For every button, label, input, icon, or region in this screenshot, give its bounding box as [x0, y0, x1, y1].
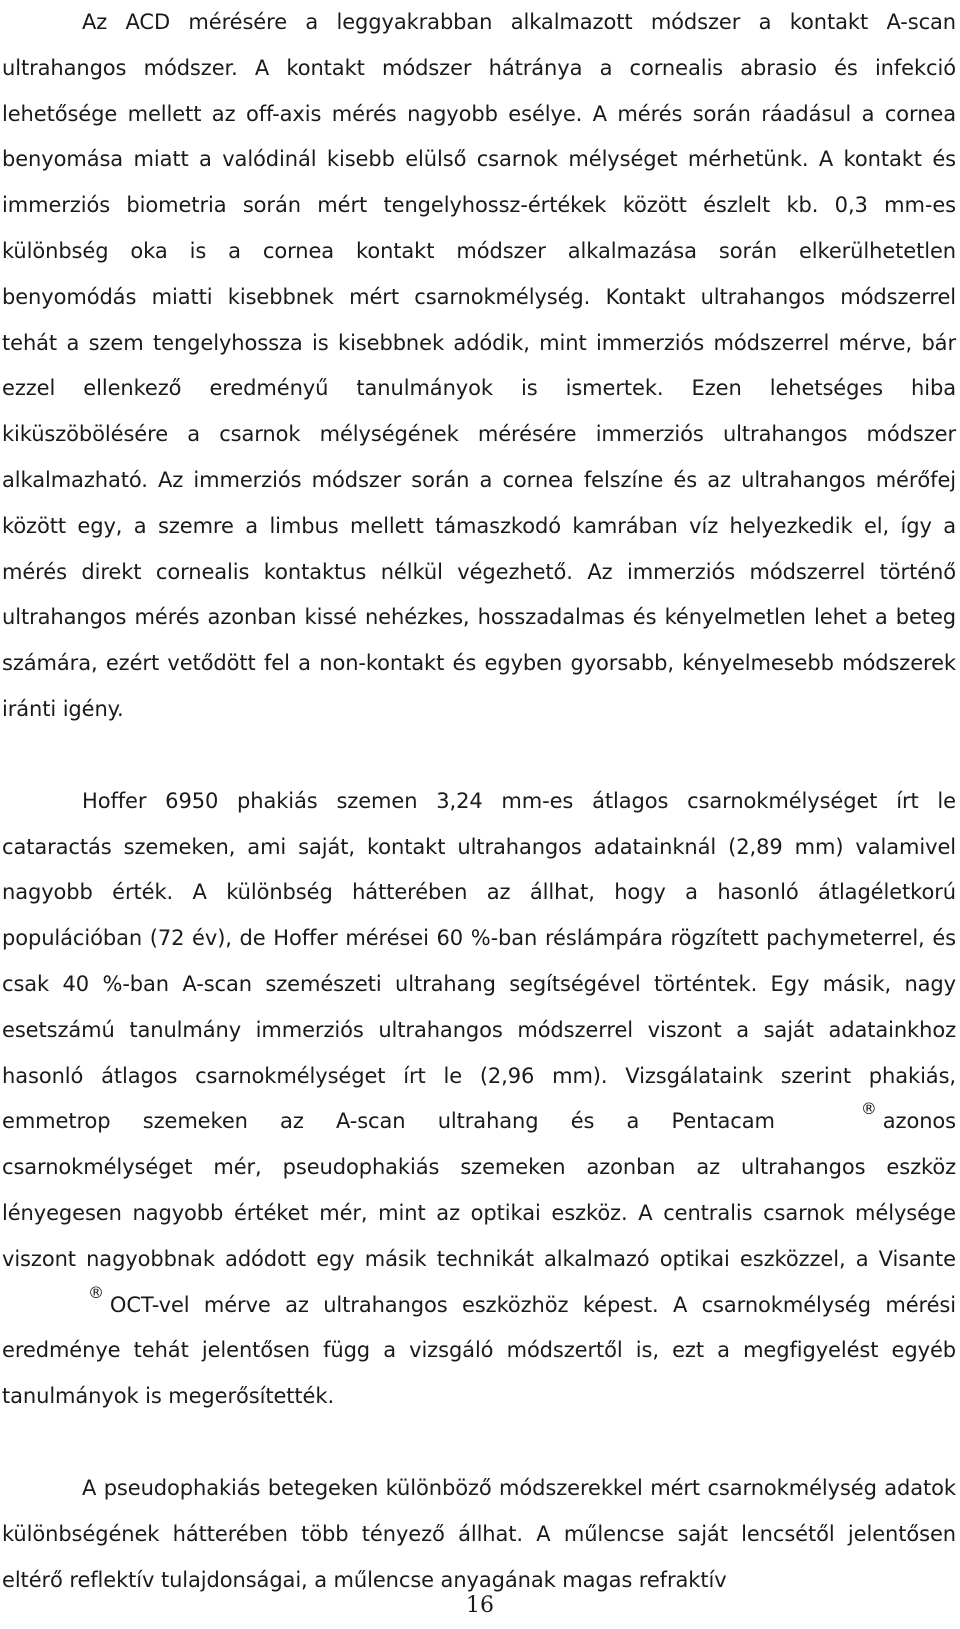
paragraph-2-text-part-3: OCT-vel mérve az ultrahangos eszközhöz képest. A csarnokmélység mérési eredménye tehát jelentősen függ a vizsgáló módszertől is, ezt a megfigyelést egyéb tanulmányok is megerősítették.	[2, 1292, 956, 1409]
paragraph-2-text-part-1: Hoffer 6950 phakiás szemen 3,24 mm-es átlagos csarnokmélységet írt le cataractás szemeken, ami saját, kontakt ultrahangos adatainknál (2,89 mm) valamivel nagyobb érték. A különbség hátterében az állhat, hogy a hasonló átlagéletkorú populációban (72 év), de Hoffer mérései 60 %-ban réslámpára rögzített pachymeterrel, és csak 40 %-ban A-scan szemészeti ultrahang segítségével történtek. Egy másik, nagy esetszámú tanulmány immerziós ultrahangos módszerrel viszont a saját adatainkhoz hasonló átlagos csarnokmélységet írt le (2,96 mm). Vizsgálataink szerint phakiás, emmetrop szemeken az A-scan ultrahang és a Pentacam	[2, 788, 956, 1134]
paragraph	[2, 779, 956, 1420]
paragraph-2-text-part-2: azonos csarnokmélységet mér, pseudophakiás szemeken azonban az ultrahangos eszköz lényegesen nagyobb értéket mér, mint az optikai eszköz. A centralis csarnok mélysége viszont nagyobbnak adódott egy másik technikát alkalmazó optikai eszközzel, a Visante	[2, 1109, 956, 1271]
registered-mark: ®	[88, 1282, 104, 1302]
paragraph	[2, 1466, 956, 1603]
paragraph	[2, 0, 956, 733]
page-number: 16	[466, 1593, 494, 1618]
body-text	[2, 0, 956, 1603]
registered-mark: ®	[860, 1099, 877, 1119]
paragraph-3-text: A pseudophakiás betegeken különböző módszerekkel mért csarnokmélység adatok különbségének hátterében több tényező állhat. A műlencse saját lencsétől jelentősen eltérő reflektív tulajdonságai, a műlencse anyagának magas refraktív	[2, 1475, 956, 1592]
paragraph-1-text: Az ACD mérésére a leggyakrabban alkalmazott módszer a kontakt A-scan ultrahangos módszer. A kontakt módszer hátránya a cornealis abrasio és infekció lehetősége mellett az off-axis mérés nagyobb esélye. A mérés során ráadásul a cornea benyomása miatt a valódinál kisebb elülső csarnok mélységet mérhetünk. A kontakt és immerziós biometria során mért tengelyhossz-értékek között észlelt kb. 0,3 mm-es különbség oka is a cornea kontakt módszer alkalmazása során elkerülhetetlen benyomódás miatti kisebbnek mért csarnokmélység. Kontakt ultrahangos módszerrel tehát a szem tengelyhossza is kisebbnek adódik, mint immerziós módszerrel mérve, bár ezzel ellenkező eredményű tanulmányok is ismertek. Ezen lehetséges hiba kiküszöbölésére a csarnok mélységének mérésére immerziós ultrahangos módszer alkalmazható. Az immerziós módszer során a cornea felszíne és az ultrahangos mérőfej között egy, a szemre a limbus mellett támaszkodó kamrában víz helyezkedik el, így a mérés direkt cornealis kontaktus nélkül végezhető. Az immerziós módszerrel történő ultrahangos mérés azonban kissé nehézkes, hosszadalmas és kényelmetlen lehet a beteg számára, ezért vetődött fel a non-kontakt és egyben gyorsabb, kényelmesebb módszerek iránti igény.	[2, 10, 956, 721]
